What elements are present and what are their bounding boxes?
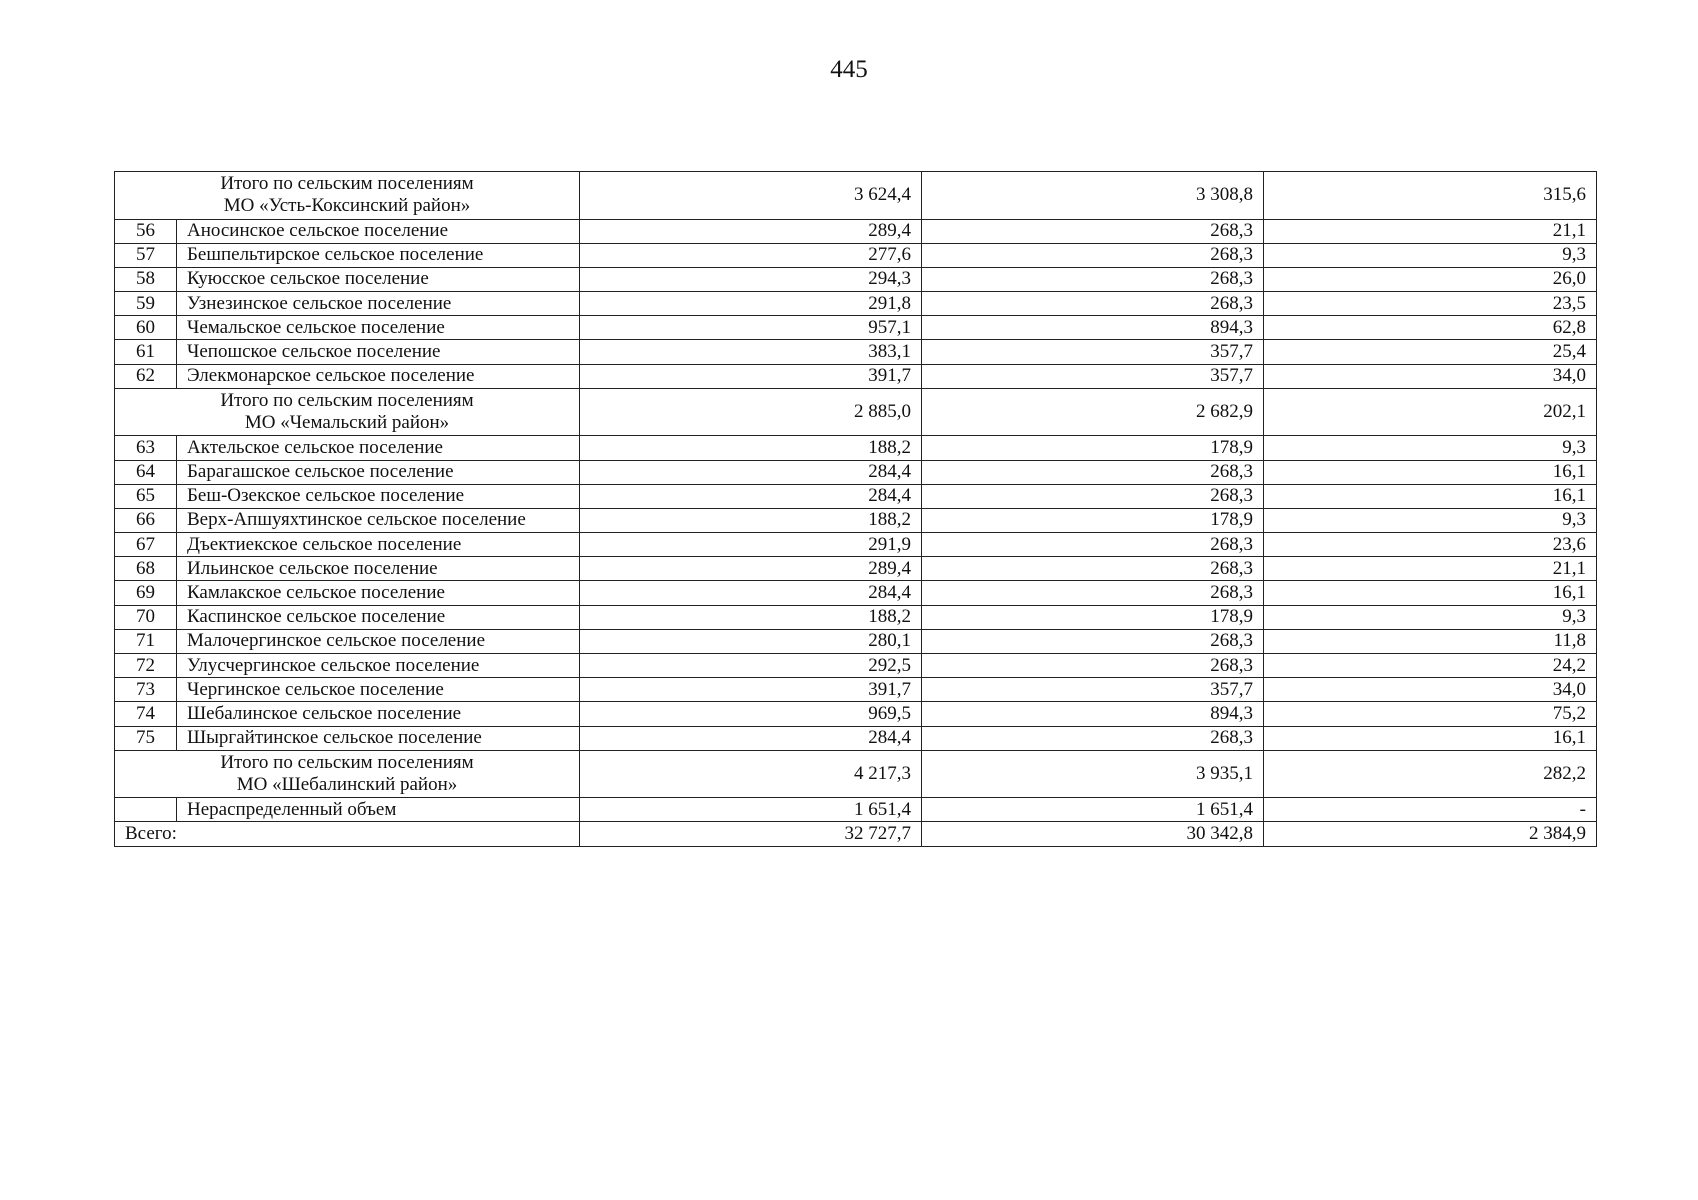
value-2: 268,3 xyxy=(922,484,1264,508)
subtotal-value-2: 2 682,9 xyxy=(922,388,1264,436)
value-1: 391,7 xyxy=(580,364,922,388)
row-number: 67 xyxy=(115,533,177,557)
value-3: - xyxy=(1264,798,1597,822)
page-number: 445 xyxy=(830,56,868,83)
value-1: 292,5 xyxy=(580,654,922,678)
row-number: 62 xyxy=(115,364,177,388)
row-number: 70 xyxy=(115,605,177,629)
row-number: 60 xyxy=(115,316,177,340)
settlement-name: Актельское сельское поселение xyxy=(177,436,580,460)
value-1: 291,8 xyxy=(580,292,922,316)
value-3: 62,8 xyxy=(1264,316,1597,340)
value-1: 277,6 xyxy=(580,243,922,267)
value-2: 357,7 xyxy=(922,364,1264,388)
value-2: 178,9 xyxy=(922,508,1264,532)
settlement-name: Камлакское сельское поселение xyxy=(177,581,580,605)
table-row xyxy=(115,702,1597,726)
table-row xyxy=(115,726,1597,750)
settlement-name: Узнезинское сельское поселение xyxy=(177,292,580,316)
value-2: 178,9 xyxy=(922,605,1264,629)
table-row xyxy=(115,508,1597,532)
value-3: 21,1 xyxy=(1264,557,1597,581)
subtotal-value-2: 3 935,1 xyxy=(922,750,1264,798)
subtotal-row-shebalinsky xyxy=(115,750,1597,798)
row-number: 71 xyxy=(115,629,177,653)
value-2: 894,3 xyxy=(922,316,1264,340)
settlement-name: Чемальское сельское поселение xyxy=(177,316,580,340)
value-3: 9,3 xyxy=(1264,508,1597,532)
value-3: 16,1 xyxy=(1264,581,1597,605)
table-row xyxy=(115,460,1597,484)
row-number: 56 xyxy=(115,219,177,243)
value-2: 357,7 xyxy=(922,340,1264,364)
subtotal-value-3: 315,6 xyxy=(1264,172,1597,220)
table-row xyxy=(115,316,1597,340)
allocation-table xyxy=(114,171,1597,847)
table-row xyxy=(115,436,1597,460)
table-row xyxy=(115,557,1597,581)
total-row xyxy=(115,822,1597,846)
settlement-name: Аносинское сельское поселение xyxy=(177,219,580,243)
value-3: 25,4 xyxy=(1264,340,1597,364)
value-2: 268,3 xyxy=(922,557,1264,581)
subtotal-value-2: 3 308,8 xyxy=(922,172,1264,220)
value-1: 391,7 xyxy=(580,678,922,702)
row-number: 58 xyxy=(115,267,177,291)
total-value-1: 32 727,7 xyxy=(580,822,922,846)
total-value-2: 30 342,8 xyxy=(922,822,1264,846)
settlement-name: Шебалинское сельское поселение xyxy=(177,702,580,726)
subtotal-row-ust-koksinsky xyxy=(115,172,1597,220)
table-row xyxy=(115,654,1597,678)
settlement-name: Каспинское сельское поселение xyxy=(177,605,580,629)
value-1: 383,1 xyxy=(580,340,922,364)
value-1: 188,2 xyxy=(580,508,922,532)
value-3: 16,1 xyxy=(1264,484,1597,508)
subtotal-value-3: 282,2 xyxy=(1264,750,1597,798)
value-3: 9,3 xyxy=(1264,436,1597,460)
subtotal-label-line2: МО «Усть-Коксинский район» xyxy=(223,195,471,217)
value-2: 268,3 xyxy=(922,243,1264,267)
value-1: 289,4 xyxy=(580,219,922,243)
table-row xyxy=(115,629,1597,653)
settlement-name: Элекмонарское сельское поселение xyxy=(177,364,580,388)
table-row xyxy=(115,484,1597,508)
row-number: 75 xyxy=(115,726,177,750)
table-body xyxy=(115,172,1597,847)
value-3: 16,1 xyxy=(1264,726,1597,750)
value-1: 284,4 xyxy=(580,581,922,605)
value-3: 34,0 xyxy=(1264,678,1597,702)
row-number: 72 xyxy=(115,654,177,678)
row-number: 61 xyxy=(115,340,177,364)
value-1: 969,5 xyxy=(580,702,922,726)
value-3: 11,8 xyxy=(1264,629,1597,653)
settlement-name: Барагашское сельское поселение xyxy=(177,460,580,484)
subtotal-value-1: 4 217,3 xyxy=(580,750,922,798)
value-3: 24,2 xyxy=(1264,654,1597,678)
settlement-name: Чергинское сельское поселение xyxy=(177,678,580,702)
value-1: 280,1 xyxy=(580,629,922,653)
settlement-name: Улусчергинское сельское поселение xyxy=(177,654,580,678)
table-row xyxy=(115,678,1597,702)
subtotal-value-3: 202,1 xyxy=(1264,388,1597,436)
value-1: 284,4 xyxy=(580,726,922,750)
subtotal-value-1: 2 885,0 xyxy=(580,388,922,436)
settlement-name: Ильинское сельское поселение xyxy=(177,557,580,581)
value-1: 291,9 xyxy=(580,533,922,557)
value-3: 26,0 xyxy=(1264,267,1597,291)
value-3: 75,2 xyxy=(1264,702,1597,726)
value-1: 188,2 xyxy=(580,436,922,460)
subtotal-label-line2: МО «Чемальский район» xyxy=(244,412,450,434)
settlement-name: Куюсское сельское поселение xyxy=(177,267,580,291)
unallocated-row xyxy=(115,798,1597,822)
value-1: 284,4 xyxy=(580,460,922,484)
total-value-3: 2 384,9 xyxy=(1264,822,1597,846)
value-3: 9,3 xyxy=(1264,243,1597,267)
value-3: 23,6 xyxy=(1264,533,1597,557)
value-2: 268,3 xyxy=(922,219,1264,243)
row-number: 57 xyxy=(115,243,177,267)
value-3: 16,1 xyxy=(1264,460,1597,484)
settlement-name: Шыргайтинское сельское поселение xyxy=(177,726,580,750)
row-number: 66 xyxy=(115,508,177,532)
settlement-name: Бешпельтирское сельское поселение xyxy=(177,243,580,267)
table-row xyxy=(115,267,1597,291)
value-1: 188,2 xyxy=(580,605,922,629)
row-number: 64 xyxy=(115,460,177,484)
value-1: 294,3 xyxy=(580,267,922,291)
value-2: 894,3 xyxy=(922,702,1264,726)
value-3: 34,0 xyxy=(1264,364,1597,388)
subtotal-label xyxy=(115,388,580,436)
value-2: 268,3 xyxy=(922,581,1264,605)
row-number: 74 xyxy=(115,702,177,726)
settlement-name: Верх-Апшуяхтинское сельское поселение xyxy=(177,508,580,532)
row-number: 63 xyxy=(115,436,177,460)
value-3: 9,3 xyxy=(1264,605,1597,629)
row-number: 69 xyxy=(115,581,177,605)
value-2: 1 651,4 xyxy=(922,798,1264,822)
subtotal-label-line1: Итого по сельским поселениям xyxy=(220,173,474,195)
settlement-name: Малочергинское сельское поселение xyxy=(177,629,580,653)
subtotal-label-line1: Итого по сельским поселениям xyxy=(220,390,474,412)
subtotal-label xyxy=(115,750,580,798)
value-2: 268,3 xyxy=(922,292,1264,316)
value-2: 268,3 xyxy=(922,654,1264,678)
value-1: 957,1 xyxy=(580,316,922,340)
table-row xyxy=(115,219,1597,243)
row-number: 65 xyxy=(115,484,177,508)
value-2: 178,9 xyxy=(922,436,1264,460)
subtotal-label xyxy=(115,172,580,220)
value-2: 268,3 xyxy=(922,726,1264,750)
value-1: 289,4 xyxy=(580,557,922,581)
table-row xyxy=(115,533,1597,557)
value-2: 268,3 xyxy=(922,267,1264,291)
table-row xyxy=(115,605,1597,629)
row-number: 73 xyxy=(115,678,177,702)
value-3: 23,5 xyxy=(1264,292,1597,316)
table-row xyxy=(115,340,1597,364)
row-number xyxy=(115,798,177,822)
value-2: 268,3 xyxy=(922,533,1264,557)
subtotal-value-1: 3 624,4 xyxy=(580,172,922,220)
value-2: 268,3 xyxy=(922,460,1264,484)
settlement-name: Чепошское сельское поселение xyxy=(177,340,580,364)
value-2: 268,3 xyxy=(922,629,1264,653)
settlement-name: Беш-Озекское сельское поселение xyxy=(177,484,580,508)
subtotal-row-chemalsky xyxy=(115,388,1597,436)
settlement-name: Нераспределенный объем xyxy=(177,798,580,822)
row-number: 59 xyxy=(115,292,177,316)
table-row xyxy=(115,364,1597,388)
table-row xyxy=(115,292,1597,316)
subtotal-label-line2: МО «Шебалинский район» xyxy=(236,774,458,795)
value-1: 284,4 xyxy=(580,484,922,508)
value-1: 1 651,4 xyxy=(580,798,922,822)
settlement-name: Дъектиекское сельское поселение xyxy=(177,533,580,557)
row-number: 68 xyxy=(115,557,177,581)
total-label: Всего: xyxy=(115,822,580,846)
table-row xyxy=(115,243,1597,267)
subtotal-label-line1: Итого по сельским поселениям xyxy=(220,752,474,773)
value-2: 357,7 xyxy=(922,678,1264,702)
value-3: 21,1 xyxy=(1264,219,1597,243)
table-row xyxy=(115,581,1597,605)
